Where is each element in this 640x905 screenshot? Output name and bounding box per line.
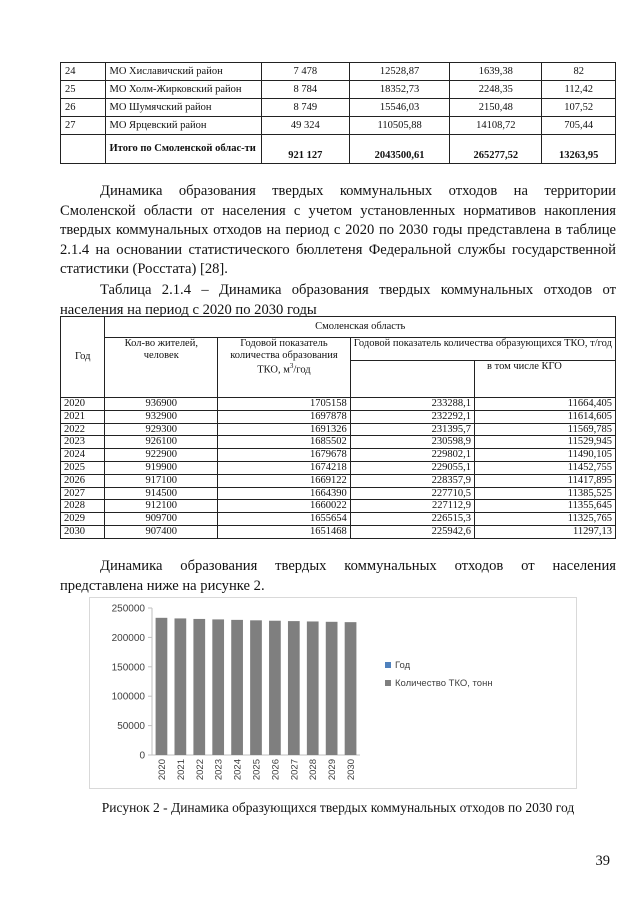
x-tick-label: 2028 xyxy=(308,759,320,781)
table-cell: 1691326 xyxy=(218,423,351,436)
table-cell: 11452,755 xyxy=(475,461,616,474)
table-cell: 2028 xyxy=(61,500,105,513)
table-cell: 11490,105 xyxy=(475,449,616,462)
table-cell: 2248,35 xyxy=(450,81,542,99)
table-cell: 921 127 xyxy=(261,135,349,164)
waste-chart xyxy=(89,597,577,789)
bar-tko-2025 xyxy=(250,620,262,755)
table-cell: 225942,6 xyxy=(350,525,474,538)
table-cell: 11664,405 xyxy=(475,398,616,411)
x-tick-label: 2020 xyxy=(156,759,168,781)
bar-tko-2021 xyxy=(175,618,187,755)
y-tick-label: 150000 xyxy=(111,662,145,674)
table-row xyxy=(61,63,616,81)
table-cell: 2020 xyxy=(61,398,105,411)
table-cell: 1674218 xyxy=(218,461,351,474)
table-cell: 2029 xyxy=(61,513,105,526)
table-row xyxy=(61,423,616,436)
table-cell: 13263,95 xyxy=(542,135,616,164)
table-cell: 914500 xyxy=(105,487,218,500)
table-cell: 25 xyxy=(61,81,106,99)
table-cell: 227710,5 xyxy=(350,487,474,500)
table-cell: 27 xyxy=(61,117,106,135)
table-cell: 233288,1 xyxy=(350,398,474,411)
table-row xyxy=(61,398,616,411)
bar-tko-2028 xyxy=(307,621,319,755)
table-row xyxy=(61,117,616,135)
x-tick-label: 2025 xyxy=(251,759,263,781)
table-cell: 11614,605 xyxy=(475,410,616,423)
table-cell: 932900 xyxy=(105,410,218,423)
table-cell: 1655654 xyxy=(218,513,351,526)
table-cell: 2026 xyxy=(61,474,105,487)
y-tick-label: 100000 xyxy=(111,691,145,703)
table-cell: 2024 xyxy=(61,449,105,462)
bar-tko-2027 xyxy=(288,621,300,755)
table-row xyxy=(61,449,616,462)
table-cell: МО Хиславичский район xyxy=(105,63,261,81)
table-cell: 11417,895 xyxy=(475,474,616,487)
table-cell: 1664390 xyxy=(218,487,351,500)
table-cell: 226515,3 xyxy=(350,513,474,526)
table-cell: 11325,765 xyxy=(475,513,616,526)
table-cell: 227112,9 xyxy=(350,500,474,513)
table-cell: 1669122 xyxy=(218,474,351,487)
table-cell: 110505,88 xyxy=(349,117,449,135)
table-cell: МО Холм-Жирковский район xyxy=(105,81,261,99)
table-cell: 1705158 xyxy=(218,398,351,411)
table-cell: 112,42 xyxy=(542,81,616,99)
header-kgo: в том числе КГО xyxy=(475,361,616,398)
table-cell: 8 749 xyxy=(261,99,349,117)
x-tick-label: 2022 xyxy=(194,759,206,781)
header-volume: Годовой показатель количества образования ТКО, $м^3$/год xyxy=(218,338,351,398)
table-cell: 2022 xyxy=(61,423,105,436)
table-cell: 919900 xyxy=(105,461,218,474)
waste-dynamics-table xyxy=(60,316,616,539)
table-cell: 49 324 xyxy=(261,117,349,135)
table-cell: 1679678 xyxy=(218,449,351,462)
table-cell: 11385,525 xyxy=(475,487,616,500)
table-cell xyxy=(61,135,106,164)
x-tick-label: 2027 xyxy=(289,759,301,781)
table-cell: 2025 xyxy=(61,461,105,474)
table-row xyxy=(61,99,616,117)
x-tick-label: 2026 xyxy=(270,759,282,781)
table-cell: 11355,645 xyxy=(475,500,616,513)
table-cell: 231395,7 xyxy=(350,423,474,436)
table-row xyxy=(61,410,616,423)
table-cell: 107,52 xyxy=(542,99,616,117)
table-cell: 18352,73 xyxy=(349,81,449,99)
header-population: Кол-во жителей, человек xyxy=(105,338,218,398)
y-tick-label: 0 xyxy=(139,750,145,762)
table-cell: 926100 xyxy=(105,436,218,449)
table-cell: 1685502 xyxy=(218,436,351,449)
table-title: Таблица 2.1.4 – Динамика образования твердых коммунальных отходов от населения на период с 2020 по 2030 годы xyxy=(60,282,616,318)
table-cell: 1660022 xyxy=(218,500,351,513)
table-cell: 26 xyxy=(61,99,106,117)
table-cell: 2021 xyxy=(61,410,105,423)
table-total-row xyxy=(61,135,616,164)
table-row xyxy=(61,513,616,526)
page-number: 39 xyxy=(595,853,610,869)
header-region: Смоленская область xyxy=(105,317,616,338)
table-cell: Итого по Смоленской облас-ти xyxy=(105,135,261,164)
table-row xyxy=(61,525,616,538)
bar-tko-2024 xyxy=(231,620,243,755)
table-cell: 917100 xyxy=(105,474,218,487)
table-row xyxy=(61,436,616,449)
bar-tko-2022 xyxy=(193,619,205,755)
table-cell: 2023 xyxy=(61,436,105,449)
table-cell: 11569,785 xyxy=(475,423,616,436)
x-tick-label: 2024 xyxy=(232,759,244,781)
table-cell: МО Ярцевский район xyxy=(105,117,261,135)
bar-tko-2020 xyxy=(156,618,168,755)
legend-label: Количество ТКО, тонн xyxy=(395,678,493,689)
table-cell: 936900 xyxy=(105,398,218,411)
table-cell: МО Шумячский район xyxy=(105,99,261,117)
table-row xyxy=(61,474,616,487)
chart-svg xyxy=(90,598,576,788)
table-cell: 228357,9 xyxy=(350,474,474,487)
table-row xyxy=(61,461,616,474)
paragraph-intro: Динамика образования твердых коммунальных отходов на территории Смоленской области от населения с учетом установленных нормативов накопления твердых коммунальных отходов на период с 2020 по 2030 годы представлена в таблице 2.1.4 на основании статистического бюллетеня Федеральной службы государственной статистики (Росстата) [28]. xyxy=(60,183,616,278)
table-cell: 14108,72 xyxy=(450,117,542,135)
table-cell: 229802,1 xyxy=(350,449,474,462)
table-row xyxy=(61,500,616,513)
legend-swatch xyxy=(385,680,391,686)
table-cell: 1651468 xyxy=(218,525,351,538)
table-cell: 1639,38 xyxy=(450,63,542,81)
table-cell: 229055,1 xyxy=(350,461,474,474)
table-cell: 12528,87 xyxy=(349,63,449,81)
bar-tko-2023 xyxy=(212,619,224,755)
y-tick-label: 250000 xyxy=(111,603,145,615)
table-cell: 2027 xyxy=(61,487,105,500)
table-cell: 909700 xyxy=(105,513,218,526)
paragraph-chart-intro: Динамика образования твердых коммунальных отходов от населения представлена ниже на рисунке 2. xyxy=(60,558,616,594)
table-cell: 11297,13 xyxy=(475,525,616,538)
table-cell: 11529,945 xyxy=(475,436,616,449)
x-tick-label: 2021 xyxy=(175,759,187,781)
table-cell: 2150,48 xyxy=(450,99,542,117)
table-cell: 7 478 xyxy=(261,63,349,81)
table-cell: 922900 xyxy=(105,449,218,462)
header-mass-empty xyxy=(350,361,474,398)
table-cell: 705,44 xyxy=(542,117,616,135)
table-cell: 912100 xyxy=(105,500,218,513)
table-cell: 907400 xyxy=(105,525,218,538)
table-cell: 929300 xyxy=(105,423,218,436)
figure-caption: Рисунок 2 - Динамика образующихся твердых коммунальных отходов по 2030 год xyxy=(101,800,575,815)
x-tick-label: 2030 xyxy=(346,759,358,781)
table-cell: 82 xyxy=(542,63,616,81)
table-cell: 232292,1 xyxy=(350,410,474,423)
bar-tko-2026 xyxy=(269,621,281,755)
header-year: Год xyxy=(61,317,105,398)
table-row xyxy=(61,487,616,500)
table-cell: 24 xyxy=(61,63,106,81)
y-tick-label: 50000 xyxy=(117,721,145,733)
table-row xyxy=(61,81,616,99)
y-tick-label: 200000 xyxy=(111,632,145,644)
header-mass: Годовой показатель количества образующихся ТКО, т/год xyxy=(350,338,615,361)
table-cell: 2043500,61 xyxy=(349,135,449,164)
table-cell: 15546,03 xyxy=(349,99,449,117)
legend-label: Год xyxy=(395,660,411,671)
table-cell: 2030 xyxy=(61,525,105,538)
x-tick-label: 2029 xyxy=(327,759,339,781)
district-table xyxy=(60,62,616,164)
table-cell: 1697878 xyxy=(218,410,351,423)
legend-swatch xyxy=(385,662,391,668)
table-cell: 265277,52 xyxy=(450,135,542,164)
x-tick-label: 2023 xyxy=(213,759,225,781)
table-cell: 230598,9 xyxy=(350,436,474,449)
bar-tko-2030 xyxy=(345,622,357,755)
bar-tko-2029 xyxy=(326,622,338,755)
table-cell: 8 784 xyxy=(261,81,349,99)
